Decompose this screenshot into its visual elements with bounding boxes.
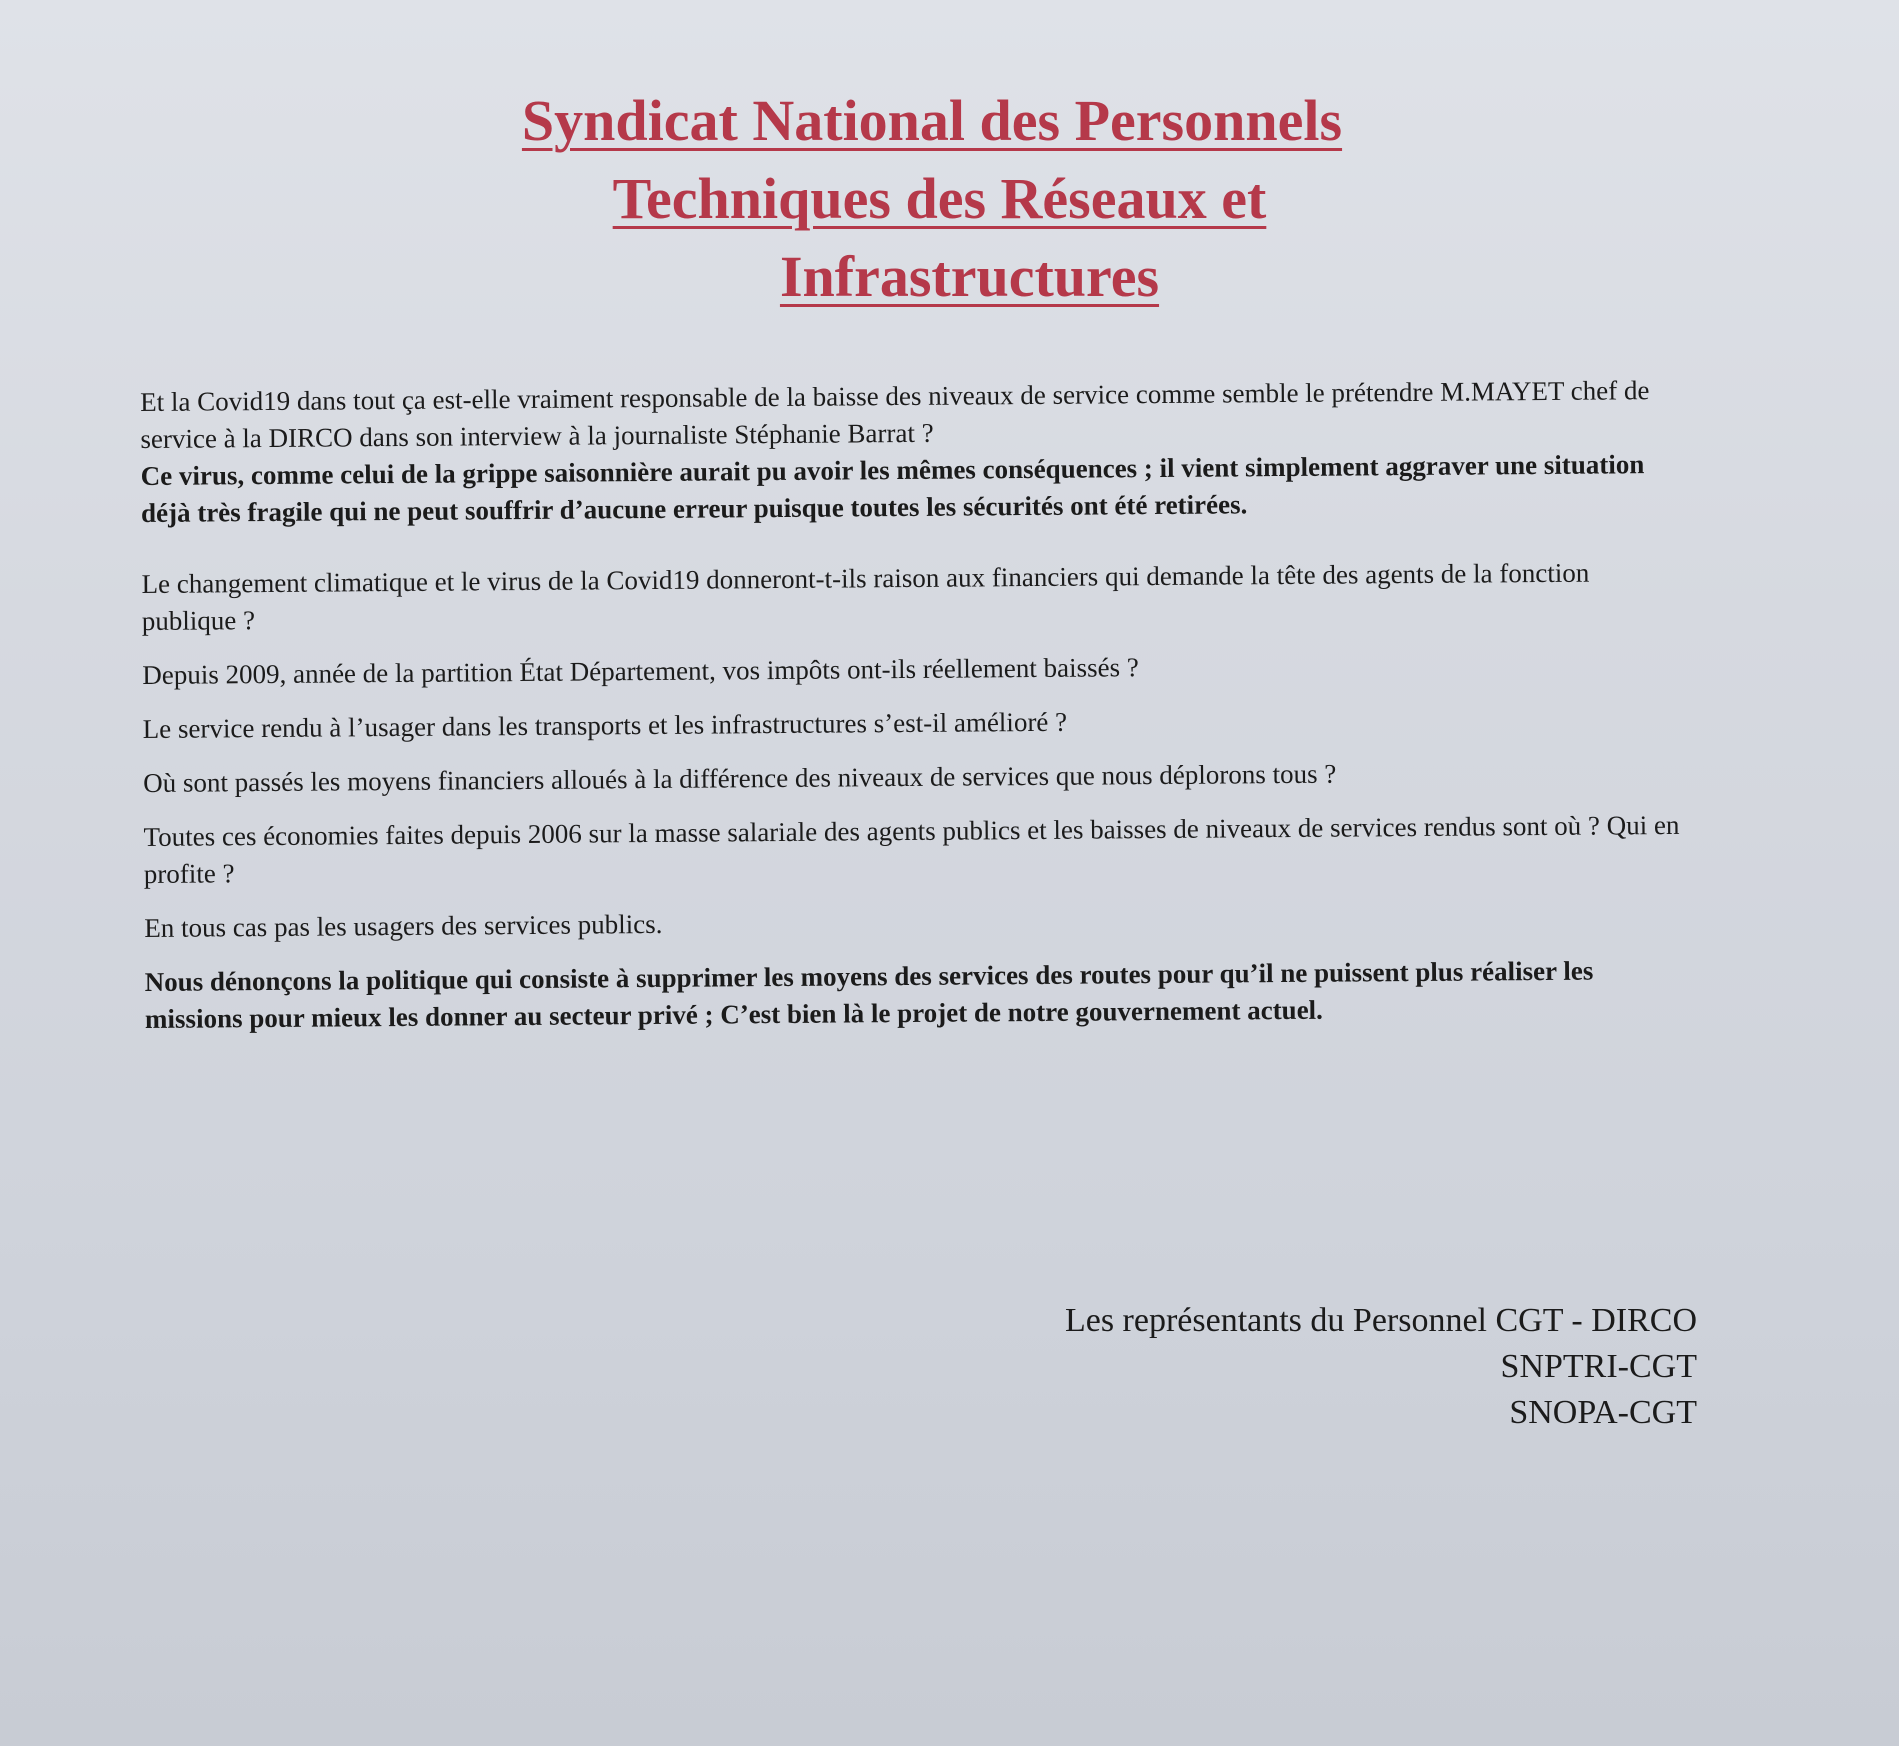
title-line-3: Infrastructures bbox=[779, 244, 1160, 309]
paragraph-funds-question: Où sont passés les moyens financiers alloués à la différence des niveaux de services que nous déplorons tous ? bbox=[143, 758, 1337, 798]
paragraph-climate-question: Le changement climatique et le virus de la Covid19 donneront-t-ils raison aux financiers qui demande la tête des agents de la fonction publique ? bbox=[141, 557, 1590, 636]
title-line-1: Syndicat National des Personnels bbox=[521, 88, 1343, 153]
signature-line-1: Les représentants du Personnel CGT - DIRCO bbox=[1064, 1302, 1697, 1339]
signature-line-2: SNPTRI-CGT bbox=[1500, 1348, 1697, 1385]
paragraph-users-statement: En tous cas pas les usagers des services publics. bbox=[144, 908, 663, 943]
document-body bbox=[140, 372, 1685, 1038]
paragraph-covid-question: Et la Covid19 dans tout ça est-elle vraiment responsable de la baisse des niveaux de service comme semble le prétendre M.MAYET chef de service à la DIRCO dans son interview à la journaliste Stéphanie Barrat ? bbox=[140, 375, 1650, 454]
paragraph-taxes-question: Depuis 2009, année de la partition État Département, vos impôts ont-ils réellement baissés ? bbox=[142, 652, 1139, 690]
paragraph-virus-statement: Ce virus, comme celui de la grippe saisonnière aurait pu avoir les mêmes conséquences ; il vient simplement aggraver une situation déjà très fragile qui ne peut souffrir d’aucune erreur puisque toutes les sécurités ont été retirées. bbox=[140, 449, 1645, 528]
signature-line-3: SNOPA-CGT bbox=[1509, 1394, 1697, 1431]
paragraph-denunciation: Nous dénonçons la politique qui consiste à supprimer les moyens des services des routes pour qu’il ne puissent plus réaliser les missions pour mieux les donner au secteur privé ; C’est bien là le projet de notre gouvernement actuel. bbox=[144, 955, 1594, 1034]
title-line-2: Techniques des Réseaux et bbox=[612, 166, 1267, 231]
paragraph-service-question: Le service rendu à l’usager dans les transports et les infrastructures s’est-il amélioré ? bbox=[142, 706, 1068, 744]
paragraph-savings-question: Toutes ces économies faites depuis 2006 sur la masse salariale des agents publics et les baisses de niveaux de services rendus sont où ? Qui en profite ? bbox=[143, 809, 1680, 889]
document-title bbox=[0, 82, 1899, 316]
signature-block bbox=[1065, 1298, 1697, 1436]
